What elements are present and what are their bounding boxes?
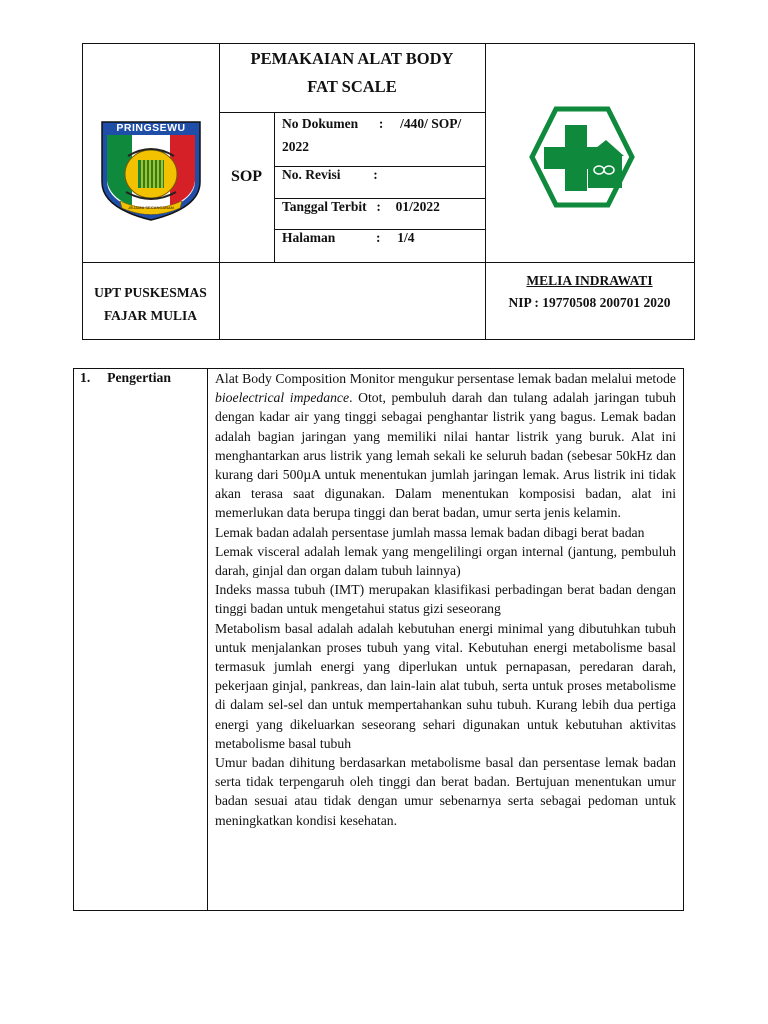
definition-paragraph-2: Lemak badan adalah persentase jumlah massa lemak badan dibagi berat badan — [215, 524, 645, 540]
sop-label: SOP — [230, 168, 263, 185]
date-label: Tanggal Terbit — [282, 199, 367, 214]
date-sep: : — [376, 199, 381, 214]
org-line-1: UPT PUSKESMAS — [94, 285, 207, 300]
emblem-motto: JEJAMA SECANCANAN — [128, 205, 174, 210]
page-row — [282, 229, 415, 247]
pringsewu-emblem — [98, 118, 204, 222]
definition-paragraph-1: Alat Body Composition Monitor mengukur persentase lemak badan melalui metode bioelectrical impedance. Otot, pembuluh darah dan tulang adalah jaringan tubuh dengan kadar air yang tinggi sebagai penghantar listrik yang bagus. Lemak badan adalah bagian jaringan yang memiliki nilai hantar listrik yang buruk. Alat ini menghantarkan arus listrik yang lemah sekali ke seluruh badan (sebesar 50kHz dan kurang dari 500µA untuk menentukan jumlah jaringan lemak. Arus listrik ini tidak akan terasa saat digunakan. Dalam menentukan komposisi badan, alat ini memerlukan data berupa tinggi dan berat badan, umur serta jenis kelamin. — [215, 371, 676, 521]
bioelectrical-term: bioelectrical impedance — [215, 390, 350, 406]
organization-name — [82, 281, 219, 327]
definition-paragraph-6: Umur badan dihitung berdasarkan metabolisme basal dan persentase lemak badan serta tidak terpengaruh oleh tinggi dan berat badan. Bertujuan menentukan umur badan sesuai atau tidak dengan umur sebenarnya serta sebagai pedoman untuk meningkatkan kondisi kesehatan. — [215, 755, 676, 828]
date-row — [282, 198, 440, 216]
revision-label: No. Revisi — [282, 167, 341, 182]
signer-name: MELIA INDRAWATI — [526, 273, 653, 288]
doc-number-year: 2022 — [282, 139, 309, 154]
signer-nip: NIP : 19770508 200701 2020 — [508, 295, 671, 310]
page-label: Halaman — [282, 230, 336, 245]
page-sep: : — [376, 230, 381, 245]
section-title: Pengertian — [107, 370, 171, 385]
definition-paragraph-3: Lemak visceral adalah lemak yang mengelilingi organ internal (jantung, pembuluh darah, ginjal dan organ dalam tubuh lainnya) — [215, 543, 676, 579]
definition-paragraph-4: Indeks massa tubuh (IMT) merupakan klasifikasi perbadingan berat badan dengan tinggi badan untuk mengetahui status gizi seseorang — [215, 582, 676, 617]
doc-number-value: /440/ SOP/ — [400, 116, 462, 131]
health-cross-icon — [528, 106, 636, 208]
definition-body — [215, 369, 676, 830]
emblem-banner: PRINGSEWU — [116, 122, 186, 134]
section-number: 1. — [80, 370, 91, 385]
section-heading — [80, 370, 171, 386]
signer-block — [485, 270, 694, 314]
title-line-2: FAT SCALE — [307, 77, 397, 96]
health-logo — [528, 106, 636, 208]
date-value: 01/2022 — [395, 199, 440, 214]
doc-number-label: No Dokumen — [282, 116, 359, 131]
revision-row — [282, 166, 378, 184]
revision-sep: : — [373, 167, 378, 182]
document-title — [219, 45, 485, 101]
doc-number-row — [282, 112, 482, 158]
title-line-1: PEMAKAIAN ALAT BODY — [250, 49, 454, 68]
doc-number-sep: : — [378, 116, 384, 131]
definition-paragraph-5: Metabolism basal adalah adalah kebutuhan energi minimal yang dibutuhkan tubuh untuk menjalankan proses tubuh yang vital. Kebutuhan energi metabolisme basal termasuk jumlah energi yang diperlukan untuk pernapasan, peredaran darah, pekerjaan ginjal, pankreas, dan lain-lain alat tubuh, serta untuk proses metabolisme di dalam sel-sel dan untuk mempertahankan suhu tubuh. Kurang lebih dua pertiga energi yang dikeluarkan seseorang sehari digunakan untuk kebutuhan aktivitas metabolisme basal tubuh — [215, 620, 676, 751]
page-value: 1/4 — [397, 230, 415, 245]
org-line-2: FAJAR MULIA — [103, 308, 198, 323]
